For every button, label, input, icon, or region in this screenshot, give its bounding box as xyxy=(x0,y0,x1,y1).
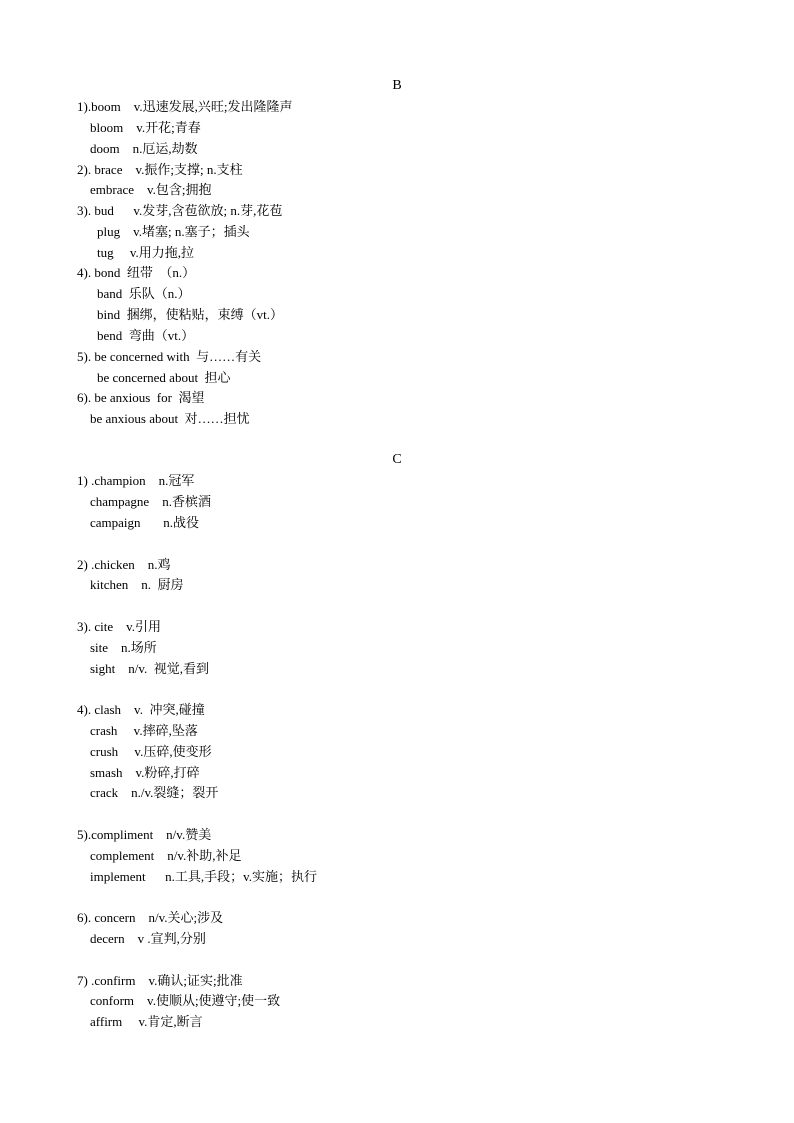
entry-line: plug v.堵塞; n.塞子；插头 xyxy=(97,224,250,239)
entry-line: 2) .chicken n.鸡 xyxy=(77,557,171,572)
entry-line: 3). cite v.引用 xyxy=(77,619,161,634)
entry-line: 5).compliment n/v.赞美 xyxy=(77,827,212,842)
entry-line: decern v .宣判,分别 xyxy=(90,931,206,946)
entry-line: band 乐队（n.） xyxy=(97,286,191,301)
entry-line: doom n.厄运,劫数 xyxy=(90,141,198,156)
entry-line: bloom v.开花;青春 xyxy=(90,120,201,135)
entry-line: affirm v.肯定,断言 xyxy=(90,1014,203,1029)
entry-line: implement n.工具,手段；v.实施；执行 xyxy=(90,869,318,884)
entry-line: 3). bud v.发芽,含苞欲放; n.芽,花苞 xyxy=(77,203,283,218)
entry-line: 6). be anxious for 渴望 xyxy=(77,390,205,405)
entry-line: be anxious about 对……担忧 xyxy=(90,411,250,426)
entry-line: conform v.使顺从;使遵守;使一致 xyxy=(90,993,281,1008)
entry-line: embrace v.包含;拥抱 xyxy=(90,182,212,197)
entry-line: crash v.摔碎,坠落 xyxy=(90,723,198,738)
entry-line: site n.场所 xyxy=(90,640,157,655)
section-heading-b: B xyxy=(392,78,402,93)
entry-line: 4). bond 纽带 （n.） xyxy=(77,265,196,280)
entry-line: crack n./v.裂缝；裂开 xyxy=(90,785,219,800)
entry-line: 1) .champion n.冠军 xyxy=(77,473,195,488)
entry-line: 4). clash v. 冲突,碰撞 xyxy=(77,702,205,717)
entry-line: 7) .confirm v.确认;证实;批准 xyxy=(77,973,243,988)
entry-line: 6). concern n/v.关心;涉及 xyxy=(77,910,224,925)
section-heading-c: C xyxy=(392,452,402,467)
entry-line: sight n/v. 视觉,看到 xyxy=(90,661,210,676)
entry-line: champagne n.香槟酒 xyxy=(90,494,211,509)
entry-line: kitchen n. 厨房 xyxy=(90,577,184,592)
entry-line: 5). be concerned with 与……有关 xyxy=(77,349,262,364)
entry-line: be concerned about 担心 xyxy=(97,370,231,385)
entry-line: crush v.压碎,使变形 xyxy=(90,744,212,759)
entry-line: bind 捆绑，使粘贴，束缚（vt.） xyxy=(97,307,283,322)
entry-line: smash v.粉碎,打碎 xyxy=(90,765,200,780)
entry-line: campaign n.战役 xyxy=(90,515,200,530)
entry-line: bend 弯曲（vt.） xyxy=(97,328,195,343)
entry-line: complement n/v.补助,补足 xyxy=(90,848,242,863)
entry-line: 1).boom v.迅速发展,兴旺;发出隆隆声 xyxy=(77,99,293,114)
entry-line: 2). brace v.振作;支撑; n.支柱 xyxy=(77,162,243,177)
entry-line: tug v.用力拖,拉 xyxy=(97,245,195,260)
